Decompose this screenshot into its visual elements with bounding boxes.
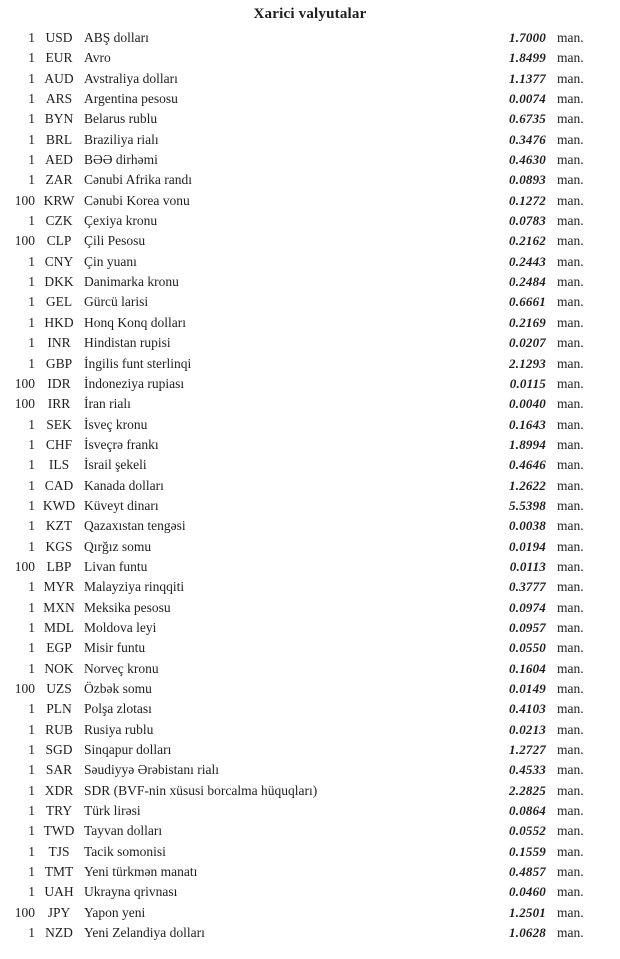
exchange-rate: 0.1272 [509,192,546,208]
currency-name: İndoneziya rupiası [84,375,185,391]
currency-code: CAD [44,477,74,493]
exchange-rate: 0.3476 [509,131,546,147]
currency-code: SGD [45,742,73,758]
currency-row [0,48,590,68]
currency-name: Çin yuanı [84,253,137,269]
unit-label: man. [557,538,584,554]
currency-row [0,374,590,394]
currency-row [0,659,590,679]
unit-label: man. [557,91,584,107]
currency-code: AUD [44,70,74,86]
currency-code: UZS [46,681,72,696]
currency-row [0,537,590,557]
exchange-rate: 1.2622 [509,477,546,493]
currency-name: İngilis funt sterlinqi [84,355,192,371]
unit-label: man. [557,30,584,45]
currency-row [0,28,590,48]
currency-code: INR [47,335,71,351]
currency-quantity: 1 [28,660,35,676]
currency-row [0,69,590,89]
exchange-rate: 0.0194 [509,538,546,554]
unit-label: man. [557,843,584,859]
currency-quantity: 1 [28,152,35,168]
page-title: Xarici valyutalar [253,6,367,22]
currency-name: Gürcü larisi [84,294,149,310]
unit-label: man. [557,396,584,412]
currency-row [0,720,590,740]
currency-code: ZAR [45,172,73,188]
currency-row [0,842,590,862]
currency-code: HKD [44,314,74,330]
currency-name: Ukrayna qrivnası [84,884,178,900]
currency-row [0,516,590,536]
exchange-rate: 0.6661 [509,294,546,310]
exchange-rate: 0.0550 [509,640,546,656]
currency-row [0,862,590,882]
currency-row [0,292,590,312]
currency-code: TWD [43,823,75,839]
currency-name: Yeni türkmən manatı [84,864,198,880]
currency-name: İsveçrə frankı [84,436,159,452]
exchange-rate: 1.7000 [509,30,546,45]
currency-quantity: 100 [14,396,35,412]
exchange-rate: 0.4630 [509,152,546,168]
unit-label: man. [557,864,584,880]
currency-row [0,740,590,760]
unit-label: man. [557,599,584,615]
currency-quantity: 1 [28,803,35,819]
exchange-rate: 2.1293 [509,355,546,371]
exchange-rate: 0.2162 [509,233,546,249]
exchange-rate: 0.0957 [509,619,546,635]
currency-quantity: 1 [28,213,35,229]
unit-label: man. [557,660,584,676]
unit-label: man. [557,925,584,941]
currency-name: Cənubi Afrika randı [84,172,192,188]
exchange-rate: 1.8994 [509,436,546,452]
currency-quantity: 100 [14,558,35,574]
currency-name: Moldova leyi [84,619,157,635]
currency-quantity: 1 [28,721,35,737]
currency-quantity: 1 [28,314,35,330]
exchange-rate: 0.4646 [509,457,546,473]
currency-name: Avro [84,50,111,66]
currency-name: İsveç kronu [84,416,148,432]
currency-name: Yeni Zelandiya dolları [84,925,205,941]
currency-name: Avstraliya dolları [84,70,178,86]
unit-label: man. [557,152,584,168]
currency-name: SDR (BVF-nin xüsusi borcalma hüquqları) [84,782,318,798]
currency-row [0,211,590,231]
currency-row [0,252,590,272]
currency-name: Kanada dolları [84,477,164,493]
currency-row [0,455,590,475]
currency-table [0,28,620,943]
unit-label: man. [557,111,584,127]
currency-quantity: 1 [28,91,35,107]
unit-label: man. [557,70,584,86]
currency-quantity: 1 [28,538,35,554]
unit-label: man. [557,518,584,534]
currency-row [0,231,590,251]
currency-name: Honq Konq dolları [84,314,186,330]
currency-name: Küveyt dinarı [84,497,159,513]
currency-row [0,821,590,841]
currency-quantity: 1 [28,884,35,900]
currency-name: İran rialı [84,396,131,412]
exchange-rate: 0.0460 [509,884,546,900]
currency-row [0,801,590,821]
currency-row [0,354,590,374]
currency-name: Argentina pesosu [84,91,178,107]
currency-name: Tayvan dolları [84,823,163,839]
unit-label: man. [557,416,584,432]
unit-label: man. [557,335,584,351]
currency-row [0,170,590,190]
currency-quantity: 1 [28,477,35,493]
currency-quantity: 100 [14,681,35,696]
unit-label: man. [557,721,584,737]
currency-code: SAR [45,762,73,778]
currency-name: Yapon yeni [84,904,146,920]
unit-label: man. [557,904,584,920]
currency-code: GBP [45,355,73,371]
exchange-rate: 0.0113 [509,558,546,574]
currency-code: RUB [45,721,73,737]
currency-code: CLP [46,233,72,249]
unit-label: man. [557,172,584,188]
currency-quantity: 1 [28,619,35,635]
unit-label: man. [557,457,584,473]
exchange-rate: 0.1643 [509,416,546,432]
currency-name: Meksika pesosu [84,599,171,615]
currency-code: USD [45,30,73,45]
currency-row [0,699,590,719]
exchange-rate: 1.2727 [509,742,546,758]
unit-label: man. [557,681,584,696]
currency-code: KRW [43,192,75,208]
currency-quantity: 1 [28,701,35,717]
currency-name: Livan funtu [84,558,148,574]
unit-label: man. [557,50,584,66]
currency-name: İsrail şekeli [84,457,147,473]
unit-label: man. [557,274,584,290]
currency-name: Çili Pesosu [84,233,146,249]
unit-label: man. [557,355,584,371]
currency-name: Braziliya rialı [84,131,159,147]
unit-label: man. [557,782,584,798]
currency-code: TMT [44,864,74,880]
currency-row [0,313,590,333]
unit-label: man. [557,192,584,208]
currency-quantity: 1 [28,742,35,758]
currency-row [0,333,590,353]
currency-quantity: 1 [28,843,35,859]
currency-row [0,903,590,923]
currency-code: KGS [45,538,73,554]
currency-code: ILS [48,457,70,473]
exchange-rate: 0.1559 [509,843,546,859]
currency-quantity: 1 [28,925,35,941]
currency-code: IDR [47,375,71,391]
exchange-rate: 0.4103 [509,701,546,717]
currency-name: Misir funtu [84,640,146,656]
currency-row [0,272,590,292]
currency-name: Rusiya rublu [84,721,154,737]
unit-label: man. [557,558,584,574]
currency-code: DKK [44,274,74,290]
currency-code: KWD [42,497,76,513]
currency-row [0,415,590,435]
exchange-rate: 0.1604 [509,660,546,676]
currency-code: SEK [46,416,72,432]
unit-label: man. [557,742,584,758]
currency-row [0,618,590,638]
currency-code: ARS [45,91,73,107]
currency-row [0,781,590,801]
currency-quantity: 1 [28,579,35,595]
currency-row [0,598,590,618]
currency-quantity: 1 [28,518,35,534]
currency-quantity: 1 [28,416,35,432]
currency-row [0,109,590,129]
currency-code: TRY [45,803,73,819]
currency-row [0,679,590,699]
exchange-rate: 5.5398 [509,497,546,513]
exchange-rate: 0.0149 [509,681,546,696]
currency-quantity: 100 [14,375,35,391]
unit-label: man. [557,884,584,900]
unit-label: man. [557,823,584,839]
currency-code: BYN [44,111,74,127]
currency-code: LBP [46,558,72,574]
currency-quantity: 1 [28,599,35,615]
exchange-rate: 0.2169 [509,314,546,330]
currency-name: Qırğız somu [84,538,152,554]
currency-quantity: 1 [28,274,35,290]
unit-label: man. [557,640,584,656]
exchange-rate: 0.3777 [509,579,546,595]
currency-quantity: 1 [28,172,35,188]
currency-row [0,394,590,414]
unit-label: man. [557,253,584,269]
currency-row [0,760,590,780]
currency-quantity: 100 [14,192,35,208]
currency-code: EUR [45,50,73,66]
currency-quantity: 1 [28,864,35,880]
exchange-rate: 0.2443 [509,253,546,269]
exchange-rate: 0.4533 [509,762,546,778]
currency-row [0,577,590,597]
currency-code: KZT [45,518,73,534]
exchange-rate: 1.8499 [509,50,546,66]
unit-label: man. [557,294,584,310]
currency-quantity: 1 [28,70,35,86]
currency-code: CHF [45,436,73,452]
currency-quantity: 1 [28,30,35,45]
currency-code: CNY [44,253,74,269]
currency-name: Hindistan rupisi [84,335,171,351]
currency-code: NOK [44,660,74,676]
currency-quantity: 1 [28,131,35,147]
unit-label: man. [557,803,584,819]
unit-label: man. [557,436,584,452]
exchange-rate: 2.2825 [509,782,546,798]
unit-label: man. [557,375,584,391]
exchange-rate: 0.0213 [509,721,546,737]
currency-code: MYR [43,579,75,595]
currency-name: Danimarka kronu [84,274,179,290]
currency-name: Cənubi Korea vonu [84,192,190,208]
currency-name: Özbək somu [84,681,152,696]
currency-quantity: 100 [14,904,35,920]
currency-code: JPY [47,904,71,920]
unit-label: man. [557,701,584,717]
currency-quantity: 1 [28,640,35,656]
exchange-rate: 0.0207 [509,335,546,351]
currency-code: MDL [44,619,74,635]
currency-row [0,435,590,455]
currency-name: BƏƏ dirhəmi [84,152,158,168]
currency-code: CZK [45,213,73,229]
currency-row [0,150,590,170]
currency-code: UAH [44,884,74,900]
currency-row [0,923,590,943]
currency-quantity: 1 [28,497,35,513]
currency-quantity: 1 [28,253,35,269]
currency-name: Səudiyyə Ərəbistanı rialı [84,762,219,778]
currency-quantity: 1 [28,335,35,351]
currency-code: TJS [48,843,70,859]
exchange-rate: 0.0893 [509,172,546,188]
currency-quantity: 1 [28,436,35,452]
currency-code: GEL [45,294,73,310]
currency-quantity: 1 [28,823,35,839]
currency-code: IRR [47,396,71,412]
exchange-rate: 0.0974 [509,599,546,615]
unit-label: man. [557,213,584,229]
exchange-rate: 0.0074 [509,91,546,107]
currency-quantity: 100 [14,233,35,249]
currency-row [0,191,590,211]
currency-name: Polşa zlotası [84,701,152,717]
currency-row [0,89,590,109]
currency-row [0,130,590,150]
exchange-rate: 0.0552 [509,823,546,839]
currency-row [0,557,590,577]
unit-label: man. [557,314,584,330]
currency-code: BRL [45,131,73,147]
exchange-rate: 0.4857 [509,864,546,880]
exchange-rate: 0.0038 [509,518,546,534]
currency-row [0,476,590,496]
currency-quantity: 1 [28,782,35,798]
unit-label: man. [557,497,584,513]
currency-name: Sinqapur dolları [84,742,172,758]
currency-name: Tacik somonisi [84,843,166,859]
currency-row [0,882,590,902]
unit-label: man. [557,579,584,595]
currency-quantity: 1 [28,50,35,66]
exchange-rate: 0.0864 [509,803,546,819]
exchange-rate: 0.0040 [509,396,546,412]
unit-label: man. [557,477,584,493]
currency-name: Türk lirəsi [84,803,141,819]
currency-name: Malayziya rinqqiti [84,579,185,595]
exchange-rate: 0.6735 [509,111,546,127]
currency-quantity: 1 [28,457,35,473]
currency-code: AED [45,152,73,168]
currency-quantity: 1 [28,294,35,310]
exchange-rate: 0.2484 [509,274,546,290]
currency-row [0,496,590,516]
currency-code: NZD [45,925,73,941]
currency-name: ABŞ dolları [84,30,149,45]
exchange-rate: 1.0628 [509,925,546,941]
currency-code: PLN [46,701,72,717]
unit-label: man. [557,762,584,778]
exchange-rate: 0.0783 [509,213,546,229]
currency-name: Çexiya kronu [84,213,158,229]
currency-name: Qazaxıstan tengəsi [84,518,186,534]
currency-code: XDR [44,782,74,798]
currency-code: MXN [43,599,75,615]
currency-code: EGP [46,640,72,656]
currency-name: Norveç kronu [84,660,159,676]
unit-label: man. [557,131,584,147]
currency-quantity: 1 [28,762,35,778]
exchange-rate: 1.2501 [509,904,546,920]
exchange-rate: 0.0115 [509,375,546,391]
currency-name: Belarus rublu [84,111,158,127]
unit-label: man. [557,233,584,249]
exchange-rate: 1.1377 [509,70,546,86]
currency-quantity: 1 [28,111,35,127]
unit-label: man. [557,619,584,635]
currency-row [0,638,590,658]
currency-quantity: 1 [28,355,35,371]
